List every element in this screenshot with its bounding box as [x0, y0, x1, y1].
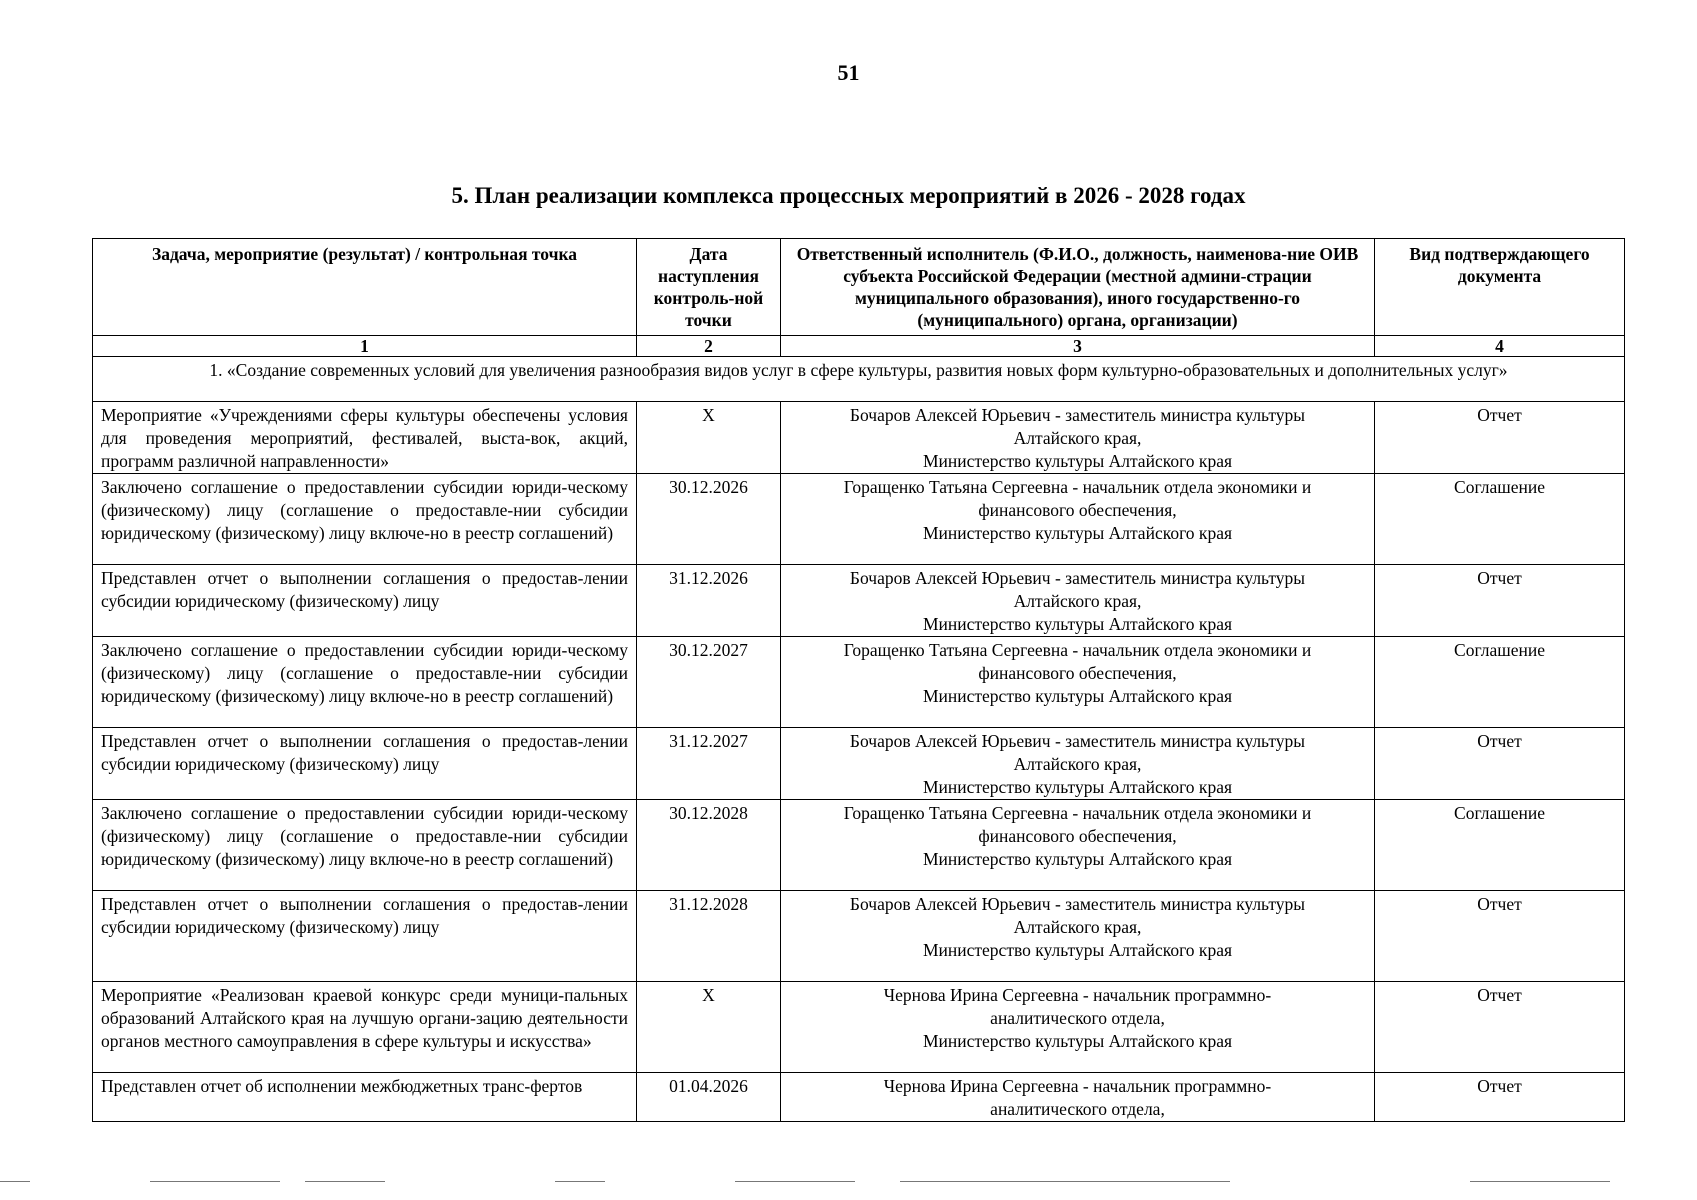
- responsible-line: Министерство культуры Алтайского края: [922, 1031, 1233, 1051]
- section-title: 1. «Создание современных условий для увеличения разнообразия видов услуг в сфере культуры, развития новых форм культурно-образовательных и дополнительных услуг»: [93, 357, 1625, 402]
- plan-table: [92, 238, 1625, 1122]
- task-cell: Представлен отчет о выполнении соглашения о предостав-лении субсидии юридическому (физическому) лицу: [93, 728, 637, 800]
- responsible-cell: [781, 1073, 1375, 1122]
- document-type-cell: Отчет: [1375, 728, 1625, 800]
- responsible-line: Бочаров Алексей Юрьевич - заместитель министра культуры: [849, 894, 1306, 914]
- task-cell: Заключено соглашение о предоставлении субсидии юриди-ческому (физическому) лицу (соглашение о предоставле-нии субсидии юридическому (физическому) лицу включе-но в реестр соглашений): [93, 800, 637, 891]
- responsible-cell: [781, 982, 1375, 1073]
- document-type-cell: Отчет: [1375, 891, 1625, 982]
- responsible-line: Министерство культуры Алтайского края: [922, 940, 1233, 960]
- responsible-line: Министерство культуры Алтайского края: [922, 777, 1233, 797]
- scan-artifact: [1470, 1181, 1610, 1182]
- responsible-line: аналитического отдела,: [990, 1099, 1165, 1119]
- responsible-line: Министерство культуры Алтайского края: [922, 614, 1233, 634]
- date-cell: 31.12.2027: [637, 728, 781, 800]
- header-document: Вид подтверждающего документа: [1375, 239, 1625, 336]
- column-number-row: [93, 336, 1625, 357]
- document-type-cell: Отчет: [1375, 1073, 1625, 1122]
- responsible-line: финансового обеспечения,: [978, 500, 1177, 520]
- date-cell: 30.12.2026: [637, 474, 781, 565]
- column-number: 3: [781, 336, 1375, 357]
- responsible-line: финансового обеспечения,: [978, 663, 1177, 683]
- scan-artifact: [900, 1181, 1230, 1182]
- document-type-cell: Отчет: [1375, 982, 1625, 1073]
- responsible-line: Горащенко Татьяна Сергеевна - начальник отдела экономики и: [843, 803, 1312, 823]
- table-row: [93, 728, 1625, 800]
- date-cell: 30.12.2027: [637, 637, 781, 728]
- task-cell: Мероприятие «Реализован краевой конкурс среди муници-пальных образований Алтайского края на лучшую органи-зацию деятельности органов местного самоуправления в сфере культуры и искусства»: [93, 982, 637, 1073]
- scan-artifact: [305, 1181, 385, 1182]
- responsible-line: Министерство культуры Алтайского края: [922, 523, 1233, 543]
- task-cell: Представлен отчет об исполнении межбюджетных транс-фертов: [93, 1073, 637, 1122]
- responsible-line: аналитического отдела,: [990, 1008, 1165, 1028]
- document-type-cell: Соглашение: [1375, 800, 1625, 891]
- responsible-line: Горащенко Татьяна Сергеевна - начальник отдела экономики и: [843, 477, 1312, 497]
- scan-artifact: [150, 1181, 280, 1182]
- table-row: [93, 474, 1625, 565]
- responsible-line: Бочаров Алексей Юрьевич - заместитель министра культуры: [849, 405, 1306, 425]
- scan-artifact: [555, 1181, 605, 1182]
- responsible-line: Министерство культуры Алтайского края: [922, 686, 1233, 706]
- responsible-line: Чернова Ирина Сергеевна - начальник программно-: [883, 985, 1272, 1005]
- responsible-line: Алтайского края,: [1013, 917, 1142, 937]
- column-number: 1: [93, 336, 637, 357]
- responsible-cell: [781, 891, 1375, 982]
- table-row: [93, 402, 1625, 474]
- table-header-row: [93, 239, 1625, 336]
- responsible-cell: [781, 402, 1375, 474]
- table-row: [93, 565, 1625, 637]
- responsible-line: Бочаров Алексей Юрьевич - заместитель министра культуры: [849, 731, 1306, 751]
- column-number: 2: [637, 336, 781, 357]
- responsible-cell: [781, 800, 1375, 891]
- table-row: [93, 891, 1625, 982]
- document-type-cell: Отчет: [1375, 565, 1625, 637]
- responsible-line: Бочаров Алексей Юрьевич - заместитель министра культуры: [849, 568, 1306, 588]
- document-title: 5. План реализации комплекса процессных мероприятий в 2026 - 2028 годах: [451, 183, 1246, 208]
- responsible-cell: [781, 565, 1375, 637]
- responsible-line: Алтайского края,: [1013, 591, 1142, 611]
- document-type-cell: Отчет: [1375, 402, 1625, 474]
- task-cell: Представлен отчет о выполнении соглашения о предостав-лении субсидии юридическому (физическому) лицу: [93, 891, 637, 982]
- date-cell: 01.04.2026: [637, 1073, 781, 1122]
- table-row: [93, 800, 1625, 891]
- responsible-cell: [781, 728, 1375, 800]
- task-cell: Заключено соглашение о предоставлении субсидии юриди-ческому (физическому) лицу (соглашение о предоставле-нии субсидии юридическому (физическому) лицу включе-но в реестр соглашений): [93, 637, 637, 728]
- responsible-line: Алтайского края,: [1013, 428, 1142, 448]
- date-cell: 30.12.2028: [637, 800, 781, 891]
- date-cell: Х: [637, 402, 781, 474]
- responsible-line: Министерство культуры Алтайского края: [922, 849, 1233, 869]
- responsible-cell: [781, 474, 1375, 565]
- table-row: [93, 637, 1625, 728]
- date-cell: 31.12.2028: [637, 891, 781, 982]
- scan-artifact: [735, 1181, 855, 1182]
- responsible-line: Министерство культуры Алтайского края: [922, 451, 1233, 471]
- task-cell: Заключено соглашение о предоставлении субсидии юриди-ческому (физическому) лицу (соглашение о предоставле-нии субсидии юридическому (физическому) лицу включе-но в реестр соглашений): [93, 474, 637, 565]
- column-number: 4: [1375, 336, 1625, 357]
- responsible-line: Чернова Ирина Сергеевна - начальник программно-: [883, 1076, 1272, 1096]
- task-cell: Мероприятие «Учреждениями сферы культуры обеспечены условия для проведения мероприятий, фестивалей, выста-вок, акций, программ различной направленности»: [93, 402, 637, 474]
- header-date: Дата наступления контроль-ной точки: [637, 239, 781, 336]
- table-row: [93, 1073, 1625, 1122]
- header-task: Задача, мероприятие (результат) / контрольная точка: [93, 239, 637, 336]
- document-type-cell: Соглашение: [1375, 637, 1625, 728]
- document-type-cell: Соглашение: [1375, 474, 1625, 565]
- task-cell: Представлен отчет о выполнении соглашения о предостав-лении субсидии юридическому (физическому) лицу: [93, 565, 637, 637]
- responsible-line: Горащенко Татьяна Сергеевна - начальник отдела экономики и: [843, 640, 1312, 660]
- responsible-line: финансового обеспечения,: [978, 826, 1177, 846]
- scan-artifact: [0, 1181, 30, 1182]
- date-cell: Х: [637, 982, 781, 1073]
- table-row: [93, 982, 1625, 1073]
- responsible-line: Алтайского края,: [1013, 754, 1142, 774]
- date-cell: 31.12.2026: [637, 565, 781, 637]
- header-responsible: Ответственный исполнитель (Ф.И.О., должность, наименова-ние ОИВ субъекта Российской Федерации (местной админи-страции муниципального образования), иного государственно-го (муниципального) органа, организации): [781, 239, 1375, 336]
- responsible-cell: [781, 637, 1375, 728]
- page-number: 51: [837, 60, 860, 85]
- section-row: [93, 357, 1625, 402]
